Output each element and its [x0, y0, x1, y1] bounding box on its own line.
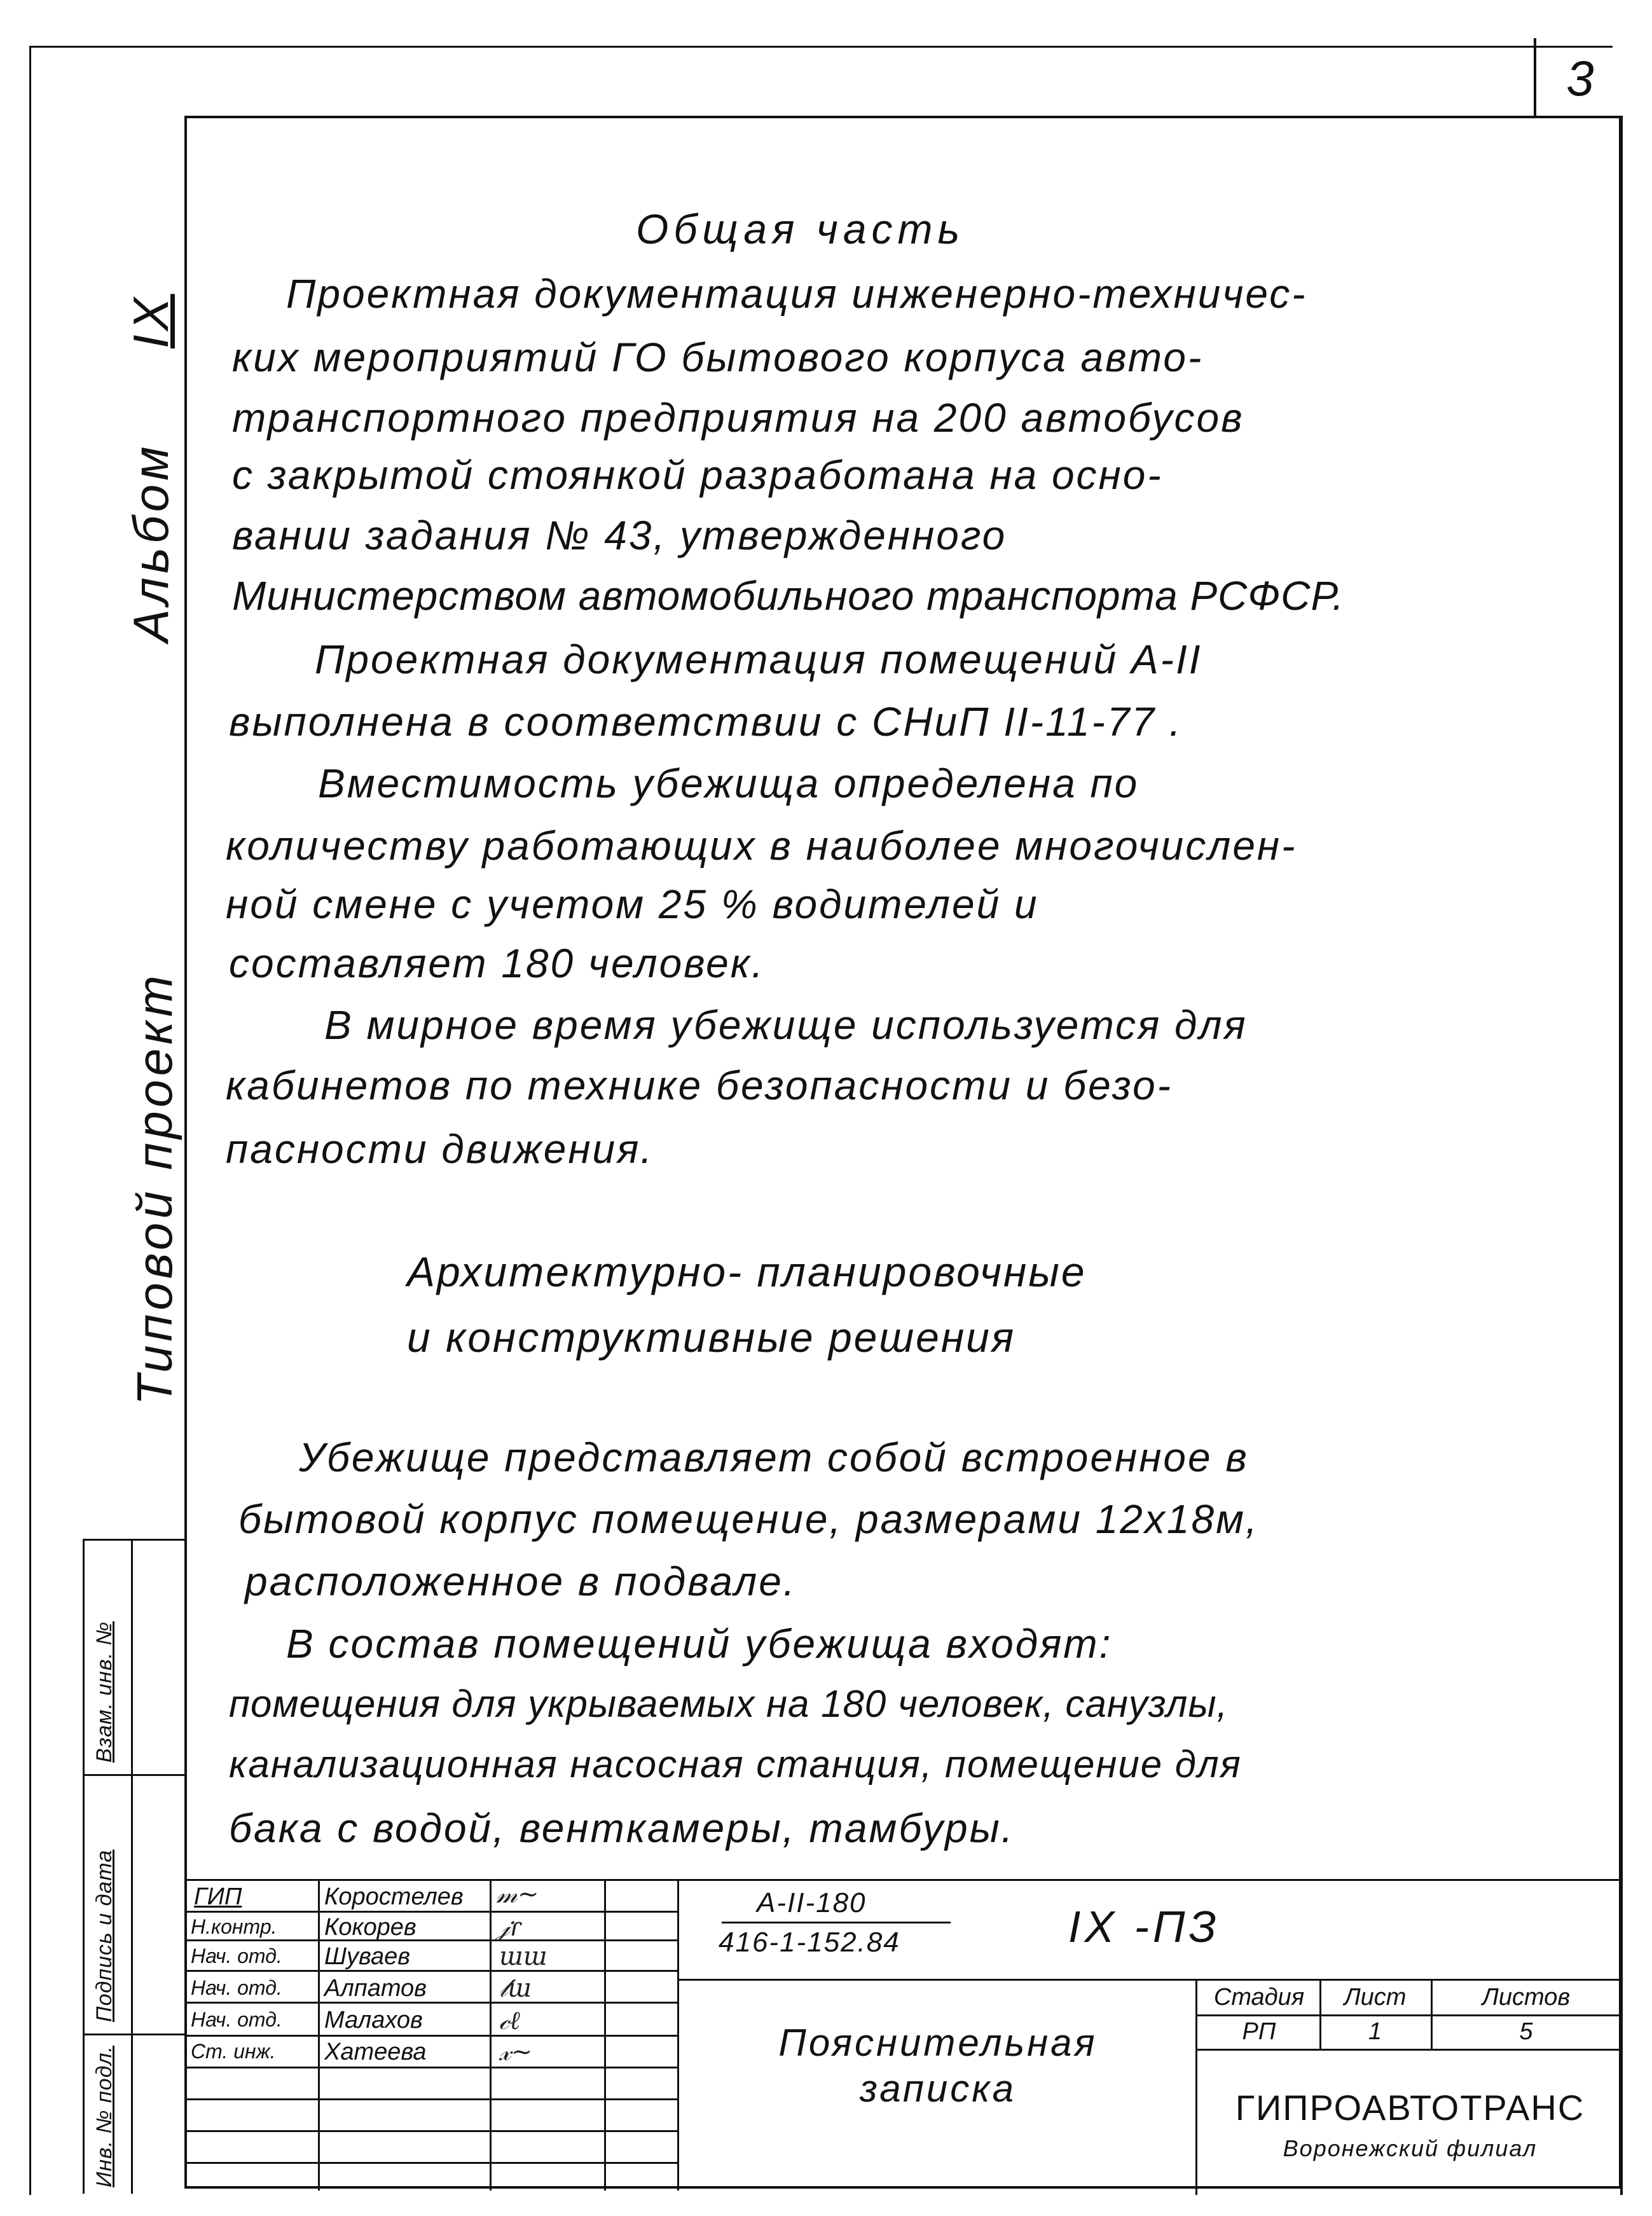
staff-role: Нач. отд. — [191, 2008, 282, 2031]
tb-row-divider — [184, 1970, 677, 1972]
arch-line: Убежище представляет собой встроенное в — [299, 1435, 1249, 1480]
tb-stage-value-line — [1195, 2049, 1621, 2051]
body-line: Проектная документация инженерно-техничес- — [286, 271, 1307, 317]
staff-role: Нач. отд. — [191, 1976, 282, 1999]
sheet-code: IX -ПЗ — [1068, 1902, 1220, 1951]
doc-title-line1: Пояснительная — [778, 2021, 1098, 2064]
body-line: ких мероприятий ГО бытового корпуса авто- — [232, 334, 1204, 380]
tb-row-divider — [184, 2162, 677, 2164]
body-line: пасности движения. — [226, 1126, 654, 1172]
sheets-header: Листов — [1482, 1984, 1571, 2011]
body-line: ной смене с учетом 25 % водителей и — [226, 881, 1039, 927]
body-line: Министерством автомобильного транспорта РСФСР. — [232, 573, 1344, 619]
right-edge-line — [1620, 116, 1623, 2195]
tb-stage-divider — [1319, 1979, 1321, 2049]
project-label: Типовой проект — [127, 972, 182, 1405]
tb-row-divider — [184, 2067, 677, 2068]
signature-mark: 𝓁ɯ — [499, 1974, 532, 2003]
signature-mark: 𝒿ɾ — [496, 1913, 521, 1942]
page-number: 3 — [1566, 50, 1594, 106]
staff-name: Кокорев — [324, 1914, 416, 1941]
staff-role: Нач. отд. — [191, 1944, 282, 1967]
side-row-divider — [83, 2034, 184, 2035]
tb-row-divider — [184, 2035, 677, 2037]
signature-mark: 𝓂~ — [496, 1880, 539, 1909]
org-branch: Воронежский филиал — [1283, 2135, 1538, 2161]
body-line: Проектная документация помещений А-II — [315, 637, 1202, 682]
body-line: транспортного предприятия на 200 автобусов — [232, 395, 1244, 441]
staff-name: Алпатов — [324, 1975, 427, 2002]
sheets-value: 5 — [1519, 2018, 1533, 2045]
tb-row-divider — [184, 1939, 677, 1941]
body-line: количеству работающих в наиболее многочислен- — [226, 823, 1297, 869]
tb-stage-header-line — [1195, 2014, 1621, 2016]
side-box-replacement: Взам. инв. № — [92, 1621, 116, 1763]
heading-general: Общая часть — [636, 205, 965, 252]
arch-line: бытовой корпус помещение, размерами 12x18м, — [238, 1496, 1259, 1542]
body-line: выполнена в соответствии с СНиП II-11-77 . — [229, 699, 1183, 745]
doc-title-line2: записка — [860, 2067, 1016, 2110]
staff-name: Шуваев — [324, 1943, 411, 1970]
sheet-header: Лист — [1344, 1984, 1407, 2011]
album-label: Альбом — [123, 443, 179, 642]
side-column-divider — [131, 1539, 133, 2194]
signature-mark: 𝒸ℓ — [499, 2006, 520, 2035]
tb-code-bottom — [677, 1979, 1621, 1981]
side-box-original: Инв. № подл. — [92, 2046, 116, 2187]
signature-mark: ɯɯ — [499, 1942, 547, 1971]
staff-role: ГИП — [194, 1883, 242, 1910]
staff-name: Малахов — [324, 2007, 423, 2034]
body-line: В мирное время убежище используется для — [324, 1002, 1248, 1048]
tb-row-divider — [184, 2130, 677, 2132]
staff-name: Хатеева — [324, 2039, 427, 2065]
org-name: ГИПРОАВТОТРАНС — [1235, 2088, 1585, 2128]
arch-line: В состав помещений убежища входят: — [286, 1621, 1113, 1667]
staff-role: Н.контр. — [191, 1915, 277, 1938]
stage-header: Стадия — [1213, 1984, 1305, 2011]
body-line: кабинетов по технике безопасности и безо- — [226, 1063, 1173, 1108]
tb-row-divider — [184, 1911, 677, 1913]
tb-title-divider — [1195, 1979, 1197, 2195]
side-box-signature: Подпись и дата — [92, 1849, 116, 2022]
body-line: Вместимость убежища определена по — [318, 760, 1139, 806]
heading-arch-line1: Архитектурно- планировочные — [407, 1248, 1087, 1295]
staff-role: Ст. инж. — [191, 2040, 276, 2063]
arch-line: помещения для укрываемых на 180 человек, санузлы, — [229, 1683, 1229, 1725]
code-bottom: 416-1-152.84 — [719, 1927, 900, 1958]
body-line: составляет 180 человек. — [229, 940, 765, 986]
title-block-top — [184, 1879, 1621, 1881]
side-row-divider — [83, 1774, 184, 1776]
signature-mark: 𝓍~ — [499, 2037, 533, 2067]
tb-sheet-divider — [1431, 1979, 1433, 2049]
arch-line: канализационная насосная станция, помещение для — [229, 1743, 1242, 1786]
body-line: с закрытой стоянкой разработана на осно- — [232, 452, 1163, 498]
stage-value: РП — [1242, 2018, 1276, 2045]
tb-col-divider — [677, 1879, 679, 2191]
arch-line: бака с водой, венткамеры, тамбуры. — [229, 1805, 1015, 1851]
arch-line: расположенное в подвале. — [245, 1559, 797, 1604]
album-number: IX — [123, 294, 179, 348]
sheet-value: 1 — [1368, 2018, 1382, 2045]
tb-row-divider — [184, 2002, 677, 2004]
code-top: А-II-180 — [757, 1887, 867, 1918]
staff-name: Коростелев — [324, 1883, 464, 1910]
code-fraction-line — [722, 1922, 951, 1924]
heading-arch-line2: и конструктивные решения — [407, 1314, 1016, 1361]
body-line: вании задания № 43, утвержденного — [232, 513, 1007, 558]
tb-row-divider — [184, 2098, 677, 2100]
